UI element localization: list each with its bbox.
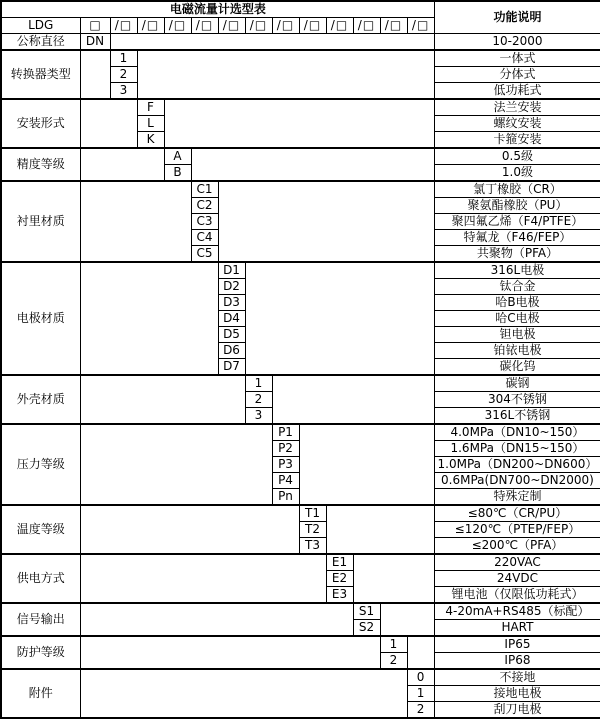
code-cell: D1 — [218, 262, 245, 279]
table-row — [1, 34, 600, 51]
table-row — [1, 1, 600, 18]
desc-cell: 氯丁橡胶（CR） — [434, 181, 600, 198]
desc-cell: 共聚物（PFA） — [434, 246, 600, 263]
code-cell: E3 — [326, 587, 353, 604]
table-row — [1, 505, 600, 522]
model-prefix: LDG — [1, 18, 80, 34]
desc-cell: 24VDC — [434, 571, 600, 587]
empty-cell — [80, 99, 137, 148]
code-cell: C4 — [191, 230, 218, 246]
model-code-slot: /□ — [326, 18, 353, 34]
category-label: 安装形式 — [1, 99, 80, 148]
code-cell: T1 — [299, 505, 326, 522]
code-cell: 1 — [380, 636, 407, 653]
desc-cell: 1.0MPa（DN200~DN600） — [434, 457, 600, 473]
empty-cell — [80, 554, 326, 603]
code-cell: T3 — [299, 538, 326, 555]
code-cell: K — [137, 132, 164, 149]
category-label: 电极材质 — [1, 262, 80, 375]
desc-cell: 钛合金 — [434, 279, 600, 295]
empty-cell — [218, 181, 434, 262]
desc-cell: 哈C电极 — [434, 311, 600, 327]
desc-cell: 316L电极 — [434, 262, 600, 279]
empty-cell — [80, 669, 407, 718]
code-cell: 3 — [110, 83, 137, 100]
category-label: 压力等级 — [1, 424, 80, 505]
desc-cell: IP65 — [434, 636, 600, 653]
code-cell: P1 — [272, 424, 299, 441]
code-cell: 2 — [245, 392, 272, 408]
category-label: 信号输出 — [1, 603, 80, 636]
code-cell: D7 — [218, 359, 245, 376]
empty-cell — [80, 636, 380, 669]
category-label: 转换器类型 — [1, 50, 80, 99]
desc-cell: 哈B电极 — [434, 295, 600, 311]
category-label: 温度等级 — [1, 505, 80, 554]
desc-cell: 0.6MPa(DN700~DN2000) — [434, 473, 600, 489]
code-cell: C2 — [191, 198, 218, 214]
category-label: 供电方式 — [1, 554, 80, 603]
category-label: 防护等级 — [1, 636, 80, 669]
empty-cell — [407, 636, 434, 669]
desc-cell: 锂电池（仅限低功耗式） — [434, 587, 600, 604]
model-code-slot: /□ — [407, 18, 434, 34]
code-cell: T2 — [299, 522, 326, 538]
desc-cell: 卡箍安装 — [434, 132, 600, 149]
code-cell: 1 — [110, 50, 137, 67]
desc-cell: ≤120℃（PTEP/FEP） — [434, 522, 600, 538]
empty-cell — [110, 34, 434, 51]
table-row — [1, 554, 600, 571]
desc-cell: 4-20mA+RS485（标配） — [434, 603, 600, 620]
empty-cell — [245, 262, 434, 375]
code-cell: C3 — [191, 214, 218, 230]
desc-cell: 铂铱电极 — [434, 343, 600, 359]
code-cell: 2 — [380, 653, 407, 670]
category-label: 附件 — [1, 669, 80, 718]
empty-cell — [80, 148, 164, 181]
code-cell: P4 — [272, 473, 299, 489]
desc-cell: 特殊定制 — [434, 489, 600, 506]
table-row — [1, 603, 600, 620]
category-label: 精度等级 — [1, 148, 80, 181]
code-cell: 2 — [407, 702, 434, 719]
code-cell: L — [137, 116, 164, 132]
model-code-slot: /□ — [218, 18, 245, 34]
empty-cell — [353, 554, 434, 603]
code-cell: B — [164, 165, 191, 182]
desc-cell: 低功耗式 — [434, 83, 600, 100]
desc-cell: ≤80℃（CR/PU） — [434, 505, 600, 522]
table-row — [1, 262, 600, 279]
desc-cell: 法兰安装 — [434, 99, 600, 116]
desc-cell: 0.5级 — [434, 148, 600, 165]
empty-cell — [80, 603, 353, 636]
code-cell: C5 — [191, 246, 218, 263]
table-row — [1, 424, 600, 441]
empty-cell — [326, 505, 434, 554]
empty-cell — [80, 424, 272, 505]
model-code-slot: /□ — [353, 18, 380, 34]
desc-cell: 碳化钨 — [434, 359, 600, 376]
code-cell: P3 — [272, 457, 299, 473]
empty-cell — [80, 505, 299, 554]
code-cell: D5 — [218, 327, 245, 343]
desc-cell: 一体式 — [434, 50, 600, 67]
model-code-slot: /□ — [164, 18, 191, 34]
code-cell: F — [137, 99, 164, 116]
table-row — [1, 99, 600, 116]
empty-cell — [164, 99, 434, 148]
code-cell: C1 — [191, 181, 218, 198]
desc-cell: 220VAC — [434, 554, 600, 571]
function-column-header: 功能说明 — [434, 1, 600, 34]
desc-cell: IP68 — [434, 653, 600, 670]
code-cell: DN — [80, 34, 110, 51]
category-label: 公称直径 — [1, 34, 80, 51]
desc-cell: HART — [434, 620, 600, 637]
desc-cell: 碳钢 — [434, 375, 600, 392]
desc-cell: 1.0级 — [434, 165, 600, 182]
table-row — [1, 669, 600, 686]
empty-cell — [80, 50, 110, 99]
model-code-slot: /□ — [245, 18, 272, 34]
model-code-slot: /□ — [137, 18, 164, 34]
model-code-slot: /□ — [380, 18, 407, 34]
empty-cell — [299, 424, 434, 505]
empty-cell — [380, 603, 434, 636]
code-cell: 1 — [245, 375, 272, 392]
desc-cell: 10-2000 — [434, 34, 600, 51]
desc-cell: 刮刀电极 — [434, 702, 600, 719]
code-cell: D6 — [218, 343, 245, 359]
code-cell: S2 — [353, 620, 380, 637]
code-cell: D3 — [218, 295, 245, 311]
code-cell: S1 — [353, 603, 380, 620]
desc-cell: 螺纹安装 — [434, 116, 600, 132]
code-cell: D4 — [218, 311, 245, 327]
model-code-slot: /□ — [299, 18, 326, 34]
code-cell: Pn — [272, 489, 299, 506]
table-row — [1, 636, 600, 653]
table-row — [1, 148, 600, 165]
desc-cell: 钽电极 — [434, 327, 600, 343]
desc-cell: 不接地 — [434, 669, 600, 686]
empty-cell — [137, 50, 434, 99]
code-cell: A — [164, 148, 191, 165]
code-cell: D2 — [218, 279, 245, 295]
desc-cell: 316L不锈钢 — [434, 408, 600, 425]
empty-cell — [80, 375, 245, 424]
model-code-slot: /□ — [110, 18, 137, 34]
desc-cell: 聚氨酯橡胶（PU） — [434, 198, 600, 214]
model-code-box: □ — [80, 18, 110, 34]
selection-table-body — [1, 1, 600, 718]
empty-cell — [191, 148, 434, 181]
table-title: 电磁流量计选型表 — [1, 1, 434, 18]
desc-cell: 接地电极 — [434, 686, 600, 702]
table-row — [1, 375, 600, 392]
desc-cell: 1.6MPa（DN15~150） — [434, 441, 600, 457]
code-cell: 2 — [110, 67, 137, 83]
code-cell: P2 — [272, 441, 299, 457]
table-row — [1, 50, 600, 67]
desc-cell: 4.0MPa（DN10~150） — [434, 424, 600, 441]
desc-cell: 304不锈钢 — [434, 392, 600, 408]
model-code-slot: /□ — [272, 18, 299, 34]
desc-cell: 特氟龙（F46/FEP） — [434, 230, 600, 246]
table-row — [1, 181, 600, 198]
empty-cell — [272, 375, 434, 424]
empty-cell — [80, 181, 191, 262]
code-cell: E2 — [326, 571, 353, 587]
code-cell: 0 — [407, 669, 434, 686]
category-label: 衬里材质 — [1, 181, 80, 262]
desc-cell: ≤200℃（PFA） — [434, 538, 600, 555]
category-label: 外壳材质 — [1, 375, 80, 424]
model-code-slot: /□ — [191, 18, 218, 34]
code-cell: 1 — [407, 686, 434, 702]
empty-cell — [80, 262, 218, 375]
code-cell: 3 — [245, 408, 272, 425]
desc-cell: 聚四氟乙烯（F4/PTFE） — [434, 214, 600, 230]
code-cell: E1 — [326, 554, 353, 571]
desc-cell: 分体式 — [434, 67, 600, 83]
